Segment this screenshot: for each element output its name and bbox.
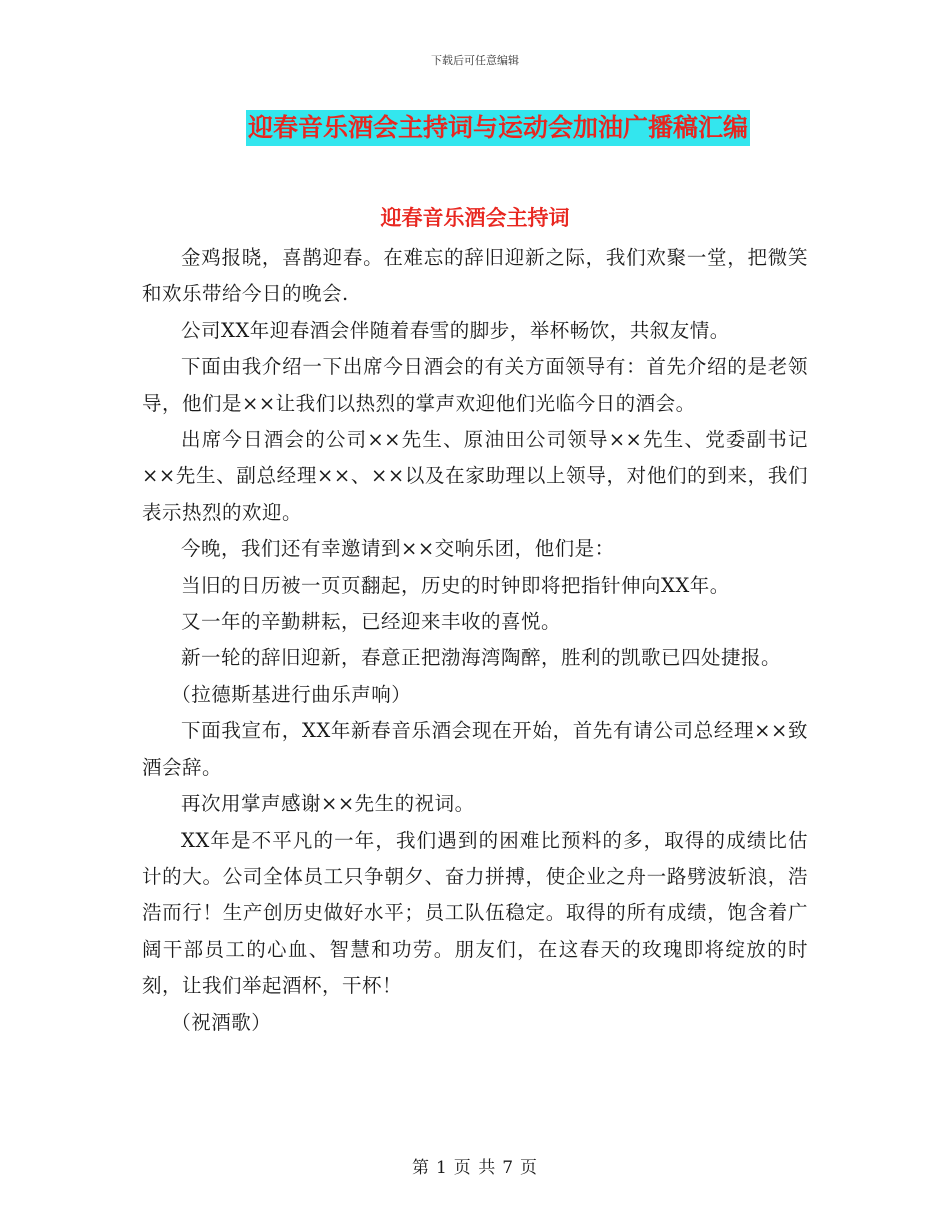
paragraph: 出席今日酒会的公司××先生、原油田公司领导××先生、党委副书记××先生、副总经理××、××以及在家助理以上领导，对他们的到来，我们表示热烈的欢迎。 (142, 428, 808, 524)
paragraph: 公司XX年迎春酒会伴随着春雪的脚步，举杯畅饮，共叙友情。 (181, 318, 730, 342)
paragraph: 当旧的日历被一页页翻起，历史的时钟即将把指针伸向XX年。 (181, 573, 730, 597)
total-pages-number: 7 (502, 1158, 515, 1178)
document-title-container (0, 110, 950, 146)
stage-direction: （祝酒歌） (171, 1010, 272, 1034)
header-note: 下载后可任意编辑 (431, 54, 519, 67)
paragraph: 金鸡报晓，喜鹊迎春。在难忘的辞旧迎新之际，我们欢聚一堂，把微笑和欢乐带给今日的晚会. (142, 246, 808, 306)
stage-direction: （拉德斯基进行曲乐声响） (171, 682, 412, 706)
current-page-number: 1 (435, 1158, 448, 1178)
paragraph: 下面我宣布，XX年新春音乐酒会现在开始，首先有请公司总经理××致酒会辞。 (142, 719, 808, 779)
paragraph: 再次用掌声感谢××先生的祝词。 (181, 792, 475, 816)
footer-suffix: 页 (520, 1158, 539, 1178)
footer-prefix: 第 (411, 1158, 430, 1178)
section-title: 迎春音乐酒会主持词 (380, 205, 570, 230)
paragraph: 今晚，我们还有幸邀请到××交响乐团，他们是： (181, 537, 615, 561)
paragraph: 又一年的辛勤耕耘，已经迎来丰收的喜悦。 (181, 610, 562, 634)
body-text (142, 240, 808, 1041)
footer-middle: 页 共 (453, 1158, 497, 1178)
document-title: 迎春音乐酒会主持词与运动会加油广播稿汇编 (246, 110, 750, 146)
page-footer (0, 1153, 950, 1178)
paragraph: 新一轮的辞旧迎新，春意正把渤海湾陶醉，胜利的凯歌已四处捷报。 (181, 646, 782, 670)
paragraph: XX年是不平凡的一年，我们遇到的困难比预料的多，取得的成绩比估计的大。公司全体员工只争朝夕、奋力拼搏，使企业之舟一路劈波斩浪，浩浩而行！生产创历史做好水平；员工队伍稳定。取得的所有成绩，饱含着广阔干部员工的心血、智慧和功劳。朋友们，在这春天的玫瑰即将绽放的时刻，让我们举起酒杯，干杯！ (142, 828, 808, 998)
paragraph: 下面由我介绍一下出席今日酒会的有关方面领导有：首先介绍的是老领导，他们是××让我们以热烈的掌声欢迎他们光临今日的酒会。 (142, 355, 808, 415)
